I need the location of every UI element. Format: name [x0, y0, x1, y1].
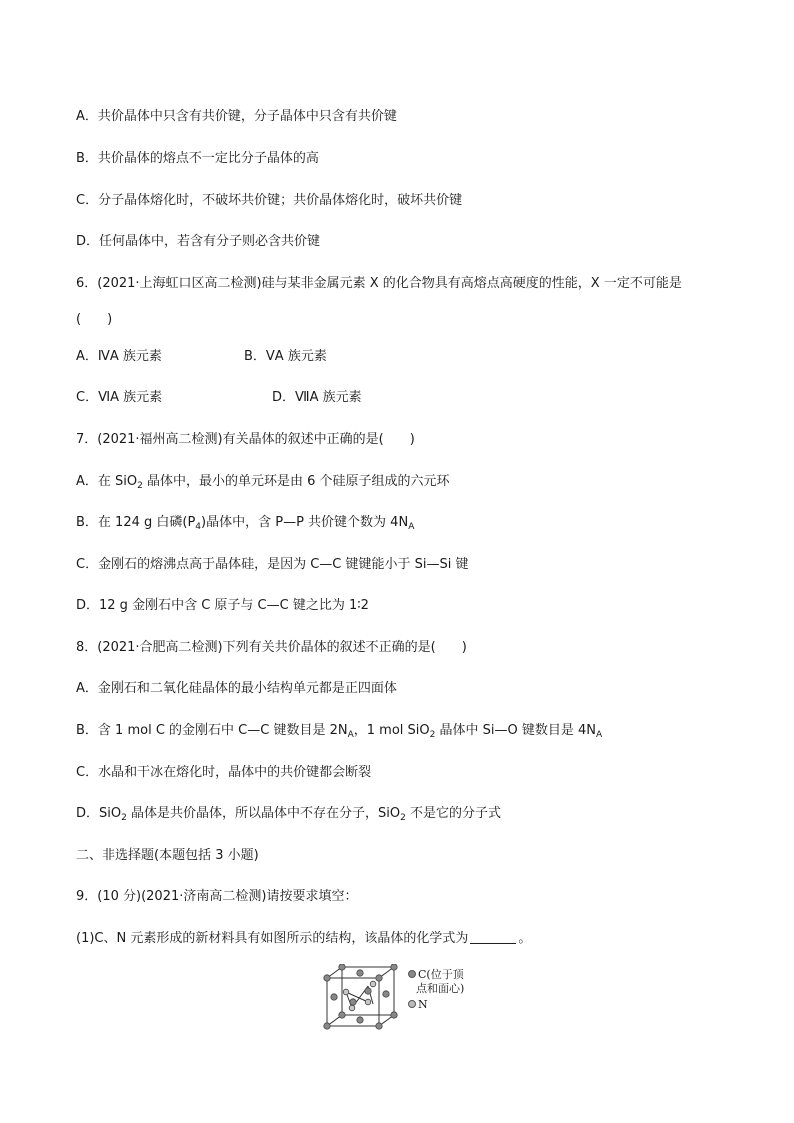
q9-part1: (1)C、N 元素形成的新材料具有如图所示的结构，该晶体的化学式为 。	[76, 931, 532, 946]
q8-stem: 8．(2021·合肥高二检测)下列有关共价晶体的叙述不正确的是( )	[76, 640, 467, 655]
q5-option-b: B．共价晶体的熔点不一定比分子晶体的高	[76, 151, 319, 166]
section-heading: 二、非选择题(本题包括 3 小题)	[76, 848, 259, 863]
q8-option-d: D．SiO$_2$ 晶体是共价晶体，所以晶体中不存在分子，SiO$_2$ 不是它的分子式	[76, 806, 501, 823]
q9-stem: 9．(10 分)(2021·济南高二检测)请按要求填空：	[76, 889, 358, 904]
answer-blank[interactable]	[470, 931, 516, 944]
nitrogen-dot-icon	[408, 1000, 416, 1008]
q5-option-a: A．共价晶体中只含有共价键，分子晶体中只含有共价键	[76, 109, 397, 124]
q7-option-d: D．12 g 金刚石中含 C 原子与 C—C 键之比为 1∶2	[76, 598, 369, 613]
q7-option-c: C．金刚石的熔沸点高于晶体硅，是因为 C—C 键键能小于 Si—Si 键	[76, 557, 469, 572]
legend-carbon-line2: 点和面心)	[416, 982, 465, 995]
q7-option-b: B．在 124 g 白磷$(P_4)$晶体中，含 P—P 共价键个数为 $4N_A$	[76, 515, 415, 532]
q8-option-c: C．水晶和干冰在熔化时，晶体中的共价键都会断裂	[76, 765, 372, 780]
q5-option-c: C．分子晶体熔化时，不破坏共价键；共价晶体熔化时，破坏共价键	[76, 193, 463, 208]
q5-option-d: D．任何晶体中，若含有分子则必含共价键	[76, 234, 321, 249]
q8-option-b: B．含 1 mol C 的金刚石中 C—C 键数目是 $2N_A$，1 mol SiO$_2$ 晶体中 Si—O 键数目是 $4N_A$	[76, 723, 603, 740]
q7-stem: 7．(2021·福州高二检测)有关晶体的叙述中正确的是( )	[76, 432, 415, 447]
q6-option-c: C．ⅥA 族元素	[76, 390, 163, 405]
legend-nitrogen: N	[408, 998, 428, 1011]
legend-carbon: C(位于顶	[408, 968, 464, 981]
q7-option-a: A．在 SiO$_2$ 晶体中，最小的单元环是由 6 个硅原子组成的六元环	[76, 474, 450, 491]
carbon-dot-icon	[408, 970, 416, 978]
q8-option-a: A．金刚石和二氧化硅晶体的最小结构单元都是正四面体	[76, 681, 397, 696]
q6-option-b: B．ⅤA 族元素	[244, 349, 327, 364]
q6-option-d: D．ⅦA 族元素	[272, 390, 362, 405]
q6-option-a: A．ⅣA 族元素	[76, 349, 162, 364]
q6-stem: 6．(2021·上海虹口区高二检测)硅与某非金属元素 X 的化合物具有高熔点高硬度的性能，X 一定不可能是	[76, 276, 682, 291]
q6-answer-paren: ( )	[76, 312, 113, 327]
